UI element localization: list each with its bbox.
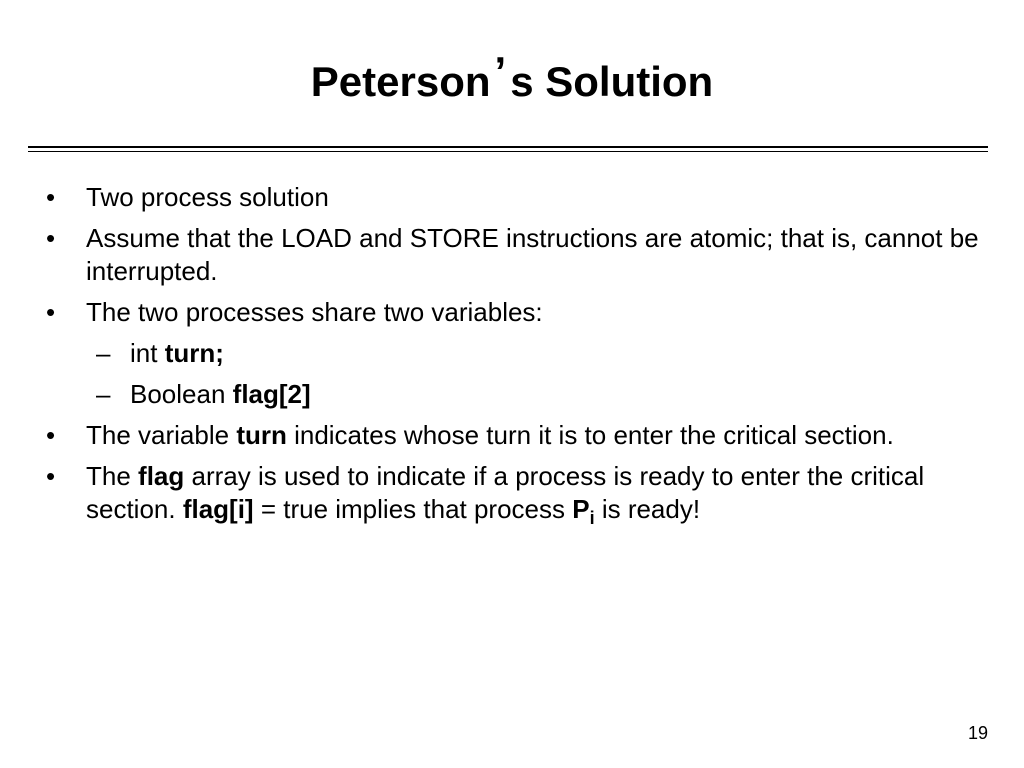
dash-marker: – — [96, 379, 111, 409]
bullet-text-pre: The variable — [86, 420, 237, 450]
bullet-item-2 — [40, 222, 1000, 288]
slide-title — [0, 48, 1024, 112]
bullet-marker: • — [46, 182, 56, 212]
bullet-text-post: is ready! — [594, 494, 701, 524]
bullet-item-3 — [40, 296, 1000, 329]
bullet-text-bold: turn — [236, 420, 287, 450]
sub-item-boolean-flag — [40, 378, 1000, 411]
title-apostrophe: ’ — [494, 48, 507, 95]
sub-item-plain-text: Boolean — [130, 379, 233, 409]
page-number: 19 — [967, 723, 988, 743]
bullet-item-4 — [40, 419, 1000, 452]
bullet-list — [40, 181, 1000, 534]
bullet-text-mid-2: = true implies that process — [253, 494, 573, 524]
sub-item-bold-text: flag[2] — [232, 379, 311, 409]
bullet-text-pre: The — [86, 461, 139, 491]
title-divider-line-thin — [28, 151, 988, 152]
bullet-marker: • — [46, 461, 56, 491]
bullet-text: The two processes share two variables: — [86, 297, 543, 327]
sub-item-int-turn — [40, 337, 1000, 370]
bullet-text-post: indicates whose turn it is to enter the critical section. — [286, 420, 894, 450]
title-part-1: Peterson — [310, 58, 491, 105]
dash-marker: – — [96, 338, 111, 368]
bullet-text-bold-p: P — [572, 494, 590, 524]
bullet-marker: • — [46, 223, 56, 253]
sub-item-plain-text: int — [130, 338, 165, 368]
bullet-text-bold-flag-i: flag[i] — [182, 494, 254, 524]
title-part-2: s Solution — [510, 58, 714, 105]
sub-item-bold-text: turn; — [164, 338, 224, 368]
bullet-item-5 — [40, 460, 1000, 526]
bullet-marker: • — [46, 420, 56, 450]
bullet-item-1 — [40, 181, 1000, 214]
bullet-text-mid: array is used to indicate if a process is ready to enter the critical section. — [86, 461, 925, 524]
title-divider-line — [28, 146, 988, 148]
bullet-marker: • — [46, 297, 56, 327]
bullet-text-bold-flag: flag — [138, 461, 185, 491]
bullet-text: Assume that the LOAD and STORE instructions are atomic; that is, cannot be interrupted. — [86, 223, 979, 286]
bullet-text: Two process solution — [86, 182, 329, 212]
bullet-text-subscript-i: i — [589, 508, 595, 528]
